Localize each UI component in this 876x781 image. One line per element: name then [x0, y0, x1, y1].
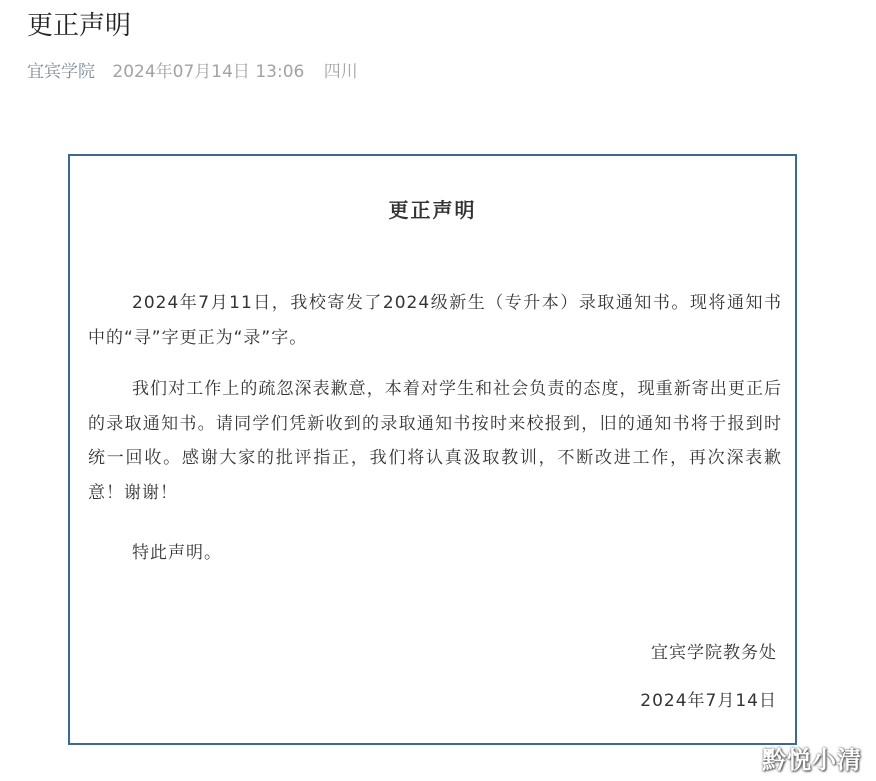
- watermark: 黔悦小清: [762, 746, 862, 774]
- article-meta: [27, 60, 358, 84]
- article-title: 更正声明: [27, 11, 132, 41]
- notice-image[interactable]: [68, 154, 797, 745]
- notice-paragraph-3: 特此声明。: [132, 543, 222, 563]
- article-source-link[interactable]: 宜宾学院: [27, 62, 95, 82]
- notice-paragraph-2: 我们对工作上的疏忽深表歉意，本着对学生和社会负责的态度，现重新寄出更正后的录取通知书。请同学们凭新收到的录取通知书按时来校报到，旧的通知书将于报到时统一回收。感谢大家的批评指正，我们将认真汲取教训，不断改进工作，再次深表歉意！谢谢！: [88, 379, 782, 503]
- notice-title: 更正声明: [388, 198, 477, 222]
- notice-signature-org: 宜宾学院教务处: [651, 643, 777, 663]
- article-timestamp: 2024年07月14日 13:06: [112, 62, 305, 82]
- article-location: 四川: [323, 62, 358, 82]
- notice-signature-date: 2024年7月14日: [640, 691, 777, 711]
- notice-paragraph-1: 2024年7月11日，我校寄发了2024级新生（专升本）录取通知书。现将通知书中的“寻”字更正为“录”字。: [88, 293, 782, 348]
